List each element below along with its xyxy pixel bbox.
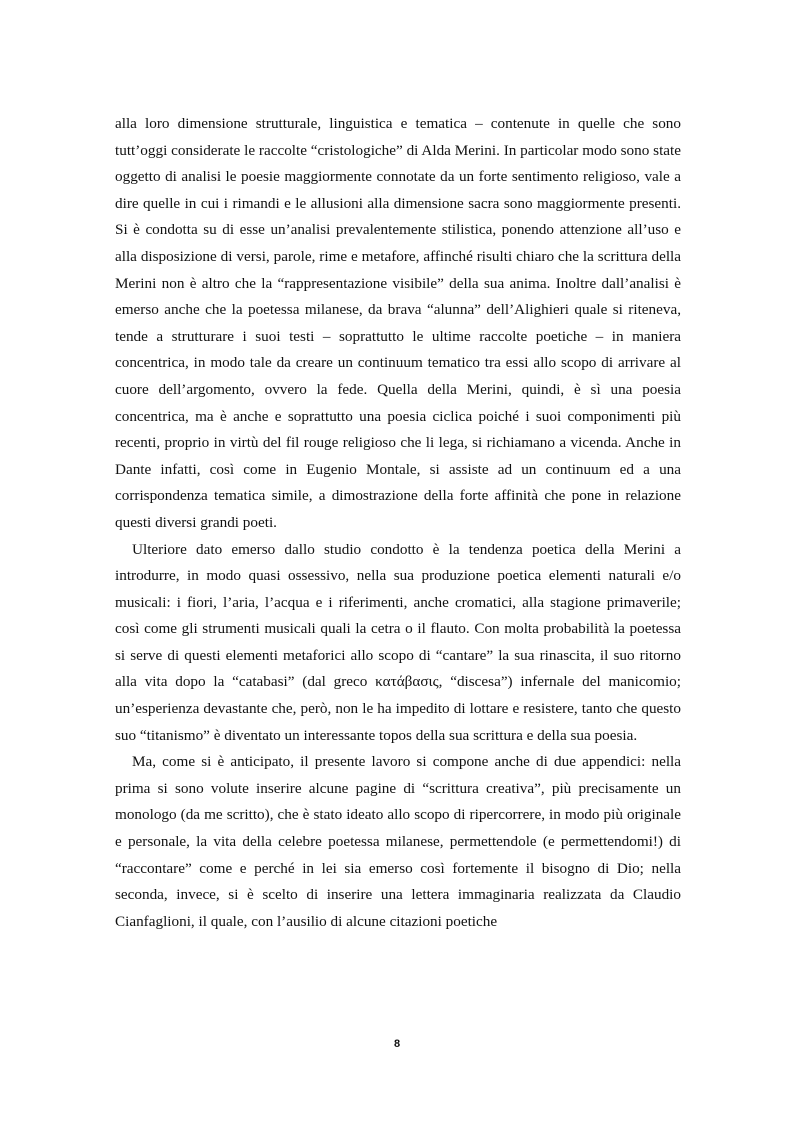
paragraph-3: Ma, come si è anticipato, il presente lavoro si compone anche di due appendici: nella prima si sono volute inserire alcune pagine di “scrittura creativa”, più precisamente un monologo (da me scritto), che è stato ideato allo scopo di ripercorrere, in modo più originale e personale, la vita della celebre poetessa milanese, permettendole (e permettendomi!) di “raccontare” come e perché in lei sia emerso così fortemente il bisogno di Dio; nella seconda, invece, si è scelto di inserire una lettera immaginaria realizzata da Claudio Cianfaglioni, il quale, con l’ausilio di alcune citazioni poetiche	[115, 753, 681, 930]
page-number: 8	[393, 1038, 401, 1050]
body-text	[115, 111, 681, 935]
paragraph-2: Ulteriore dato emerso dallo studio condotto è la tendenza poetica della Merini a introdurre, in modo quasi ossessivo, nella sua produzione poetica elementi naturali e/o musicali: i fiori, l’aria, l’acqua e i riferimenti, anche cromatici, alla stagione primaverile; così come gli strumenti musicali quali la cetra o il flauto. Con molta probabilità la poetessa si serve di questi elementi metaforici allo scopo di “cantare” la sua rinascita, il suo ritorno alla vita dopo la “catabasi” (dal greco κατάβασις, “discesa”) infernale del manicomio; un’esperienza devastante che, però, non le ha impedito di lottare e resistere, tanto che questo suo “titanismo” è diventato un interessante topos della sua scrittura e della sua poesia.	[115, 540, 681, 744]
paragraph-1: alla loro dimensione strutturale, linguistica e tematica – contenute in quelle che sono tutt’oggi considerate le raccolte “cristologiche” di Alda Merini. In particolar modo sono state oggetto di analisi le poesie maggiormente connotate da un forte sentimento religioso, vale a dire quelle in cui i rimandi e le allusioni alla dimensione sacra sono maggiormente presenti. Si è condotta su di esse un’analisi prevalentemente stilistica, ponendo attenzione all’uso e alla disposizione di versi, parole, rime e metafore, affinché risulti chiaro che la scrittura della Merini non è altro che la “rappresentazione visibile” della sua anima. Inoltre dall’analisi è emerso anche che la poetessa milanese, da brava “alunna” dell’Alighieri quale si riteneva, tende a strutturare i suoi testi – soprattutto le ultime raccolte poetiche – in maniera concentrica, in modo tale da creare un continuum tematico tra essi allo scopo di arrivare al cuore dell’argomento, ovvero la fede. Quella della Merini, quindi, è sì una poesia concentrica, ma è anche e soprattutto una poesia ciclica poiché i suoi componimenti più recenti, proprio in virtù del fil rouge religioso che li lega, si richiamano a vicenda. Anche in Dante infatti, così come in Eugenio Montale, si assiste ad un continuum ed a una corrispondenza tematica simile, a dimostrazione della forte affinità che pone in relazione questi diversi grandi poeti.	[115, 115, 681, 531]
